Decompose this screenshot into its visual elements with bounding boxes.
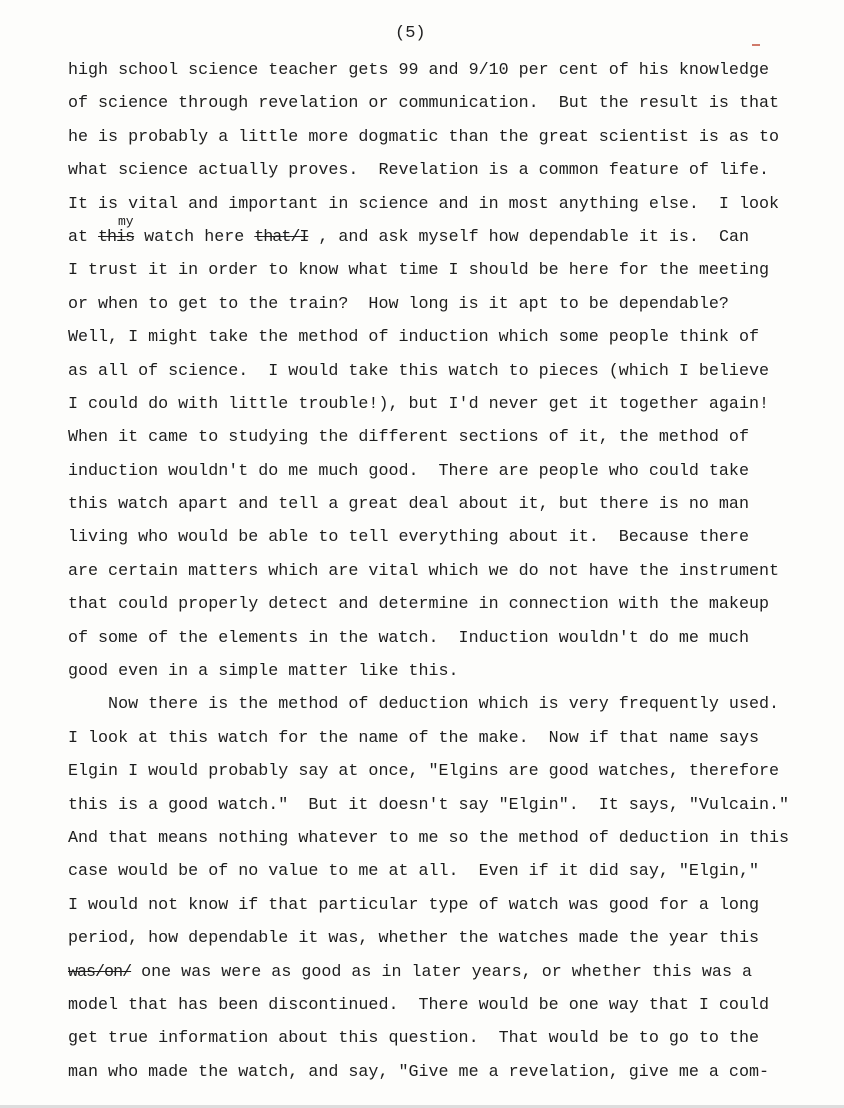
handwritten-insertion: my: [118, 214, 134, 229]
struck-text: this: [98, 227, 135, 247]
text-line: living who would be able to tell everything about it. Because there: [68, 528, 749, 548]
text-line: this is a good watch." But it doesn't say "Elgin". It says, "Vulcain.": [68, 795, 790, 815]
text-segment: at: [68, 227, 99, 247]
text-line: I trust it in order to know what time I should be here for the meeting: [68, 261, 769, 281]
text-line: I would not know if that particular type of watch was good for a long: [68, 895, 759, 915]
text-line: model that has been discontinued. There would be one way that I could: [68, 995, 769, 1015]
text-segment: , and ask myself how dependable it is. Can: [308, 227, 749, 247]
document-body: [68, 60, 789, 1095]
text-line: Elgin I would probably say at once, "Elgins are good watches, therefore: [68, 762, 780, 782]
text-segment: watch here: [134, 227, 255, 247]
text-line: that could properly detect and determine in connection with the makeup: [68, 595, 769, 615]
text-line: Well, I might take the method of induction which some people think of: [68, 328, 759, 348]
text-line: I look at this watch for the name of the make. Now if that name says: [68, 728, 759, 748]
text-line: man who made the watch, and say, "Give me a revelation, give me a com-: [68, 1062, 769, 1082]
text-line: as all of science. I would take this watch to pieces (which I believe: [68, 361, 769, 381]
text-line: or when to get to the train? How long is it apt to be dependable?: [68, 294, 729, 314]
text-line: Now there is the method of deduction which is very frequently used.: [68, 695, 780, 715]
page-number: (5): [395, 24, 426, 43]
text-line: period, how dependable it was, whether the watches made the year this: [68, 929, 759, 949]
text-segment: one was were as good as in later years, or whether this was a: [131, 962, 752, 982]
text-line: of science through revelation or communication. But the result is that: [68, 94, 780, 114]
text-line: are certain matters which are vital which we do not have the instrument: [68, 561, 780, 581]
text-line: of some of the elements in the watch. Induction wouldn't do me much: [68, 628, 749, 648]
text-line: this watch apart and tell a great deal about it, but there is no man: [68, 495, 749, 515]
text-line: It is vital and important in science and in most anything else. I look: [68, 194, 780, 214]
text-line: When it came to studying the different sections of it, the method of: [68, 428, 749, 448]
margin-mark: [752, 44, 760, 46]
text-line: And that means nothing whatever to me so the method of deduction in this: [68, 828, 790, 848]
text-line: what science actually proves. Revelation is a common feature of life.: [68, 161, 769, 181]
text-line: [68, 962, 789, 995]
text-line: he is probably a little more dogmatic than the great scientist is as to: [68, 127, 780, 147]
text-line: induction wouldn't do me much good. There are people who could take: [68, 461, 749, 481]
struck-text: was/on/: [68, 962, 132, 982]
text-line: [68, 227, 789, 260]
struck-text: that/I: [254, 227, 309, 247]
text-line: get true information about this question. That would be to go to the: [68, 1029, 759, 1049]
text-line: case would be of no value to me at all. Even if it did say, "Elgin,": [68, 862, 759, 882]
text-line: I could do with little trouble!), but I'd never get it together again!: [68, 394, 769, 414]
text-line: good even in a simple matter like this.: [68, 662, 459, 682]
text-line: high school science teacher gets 99 and 9/10 per cent of his knowledge: [68, 61, 769, 80]
